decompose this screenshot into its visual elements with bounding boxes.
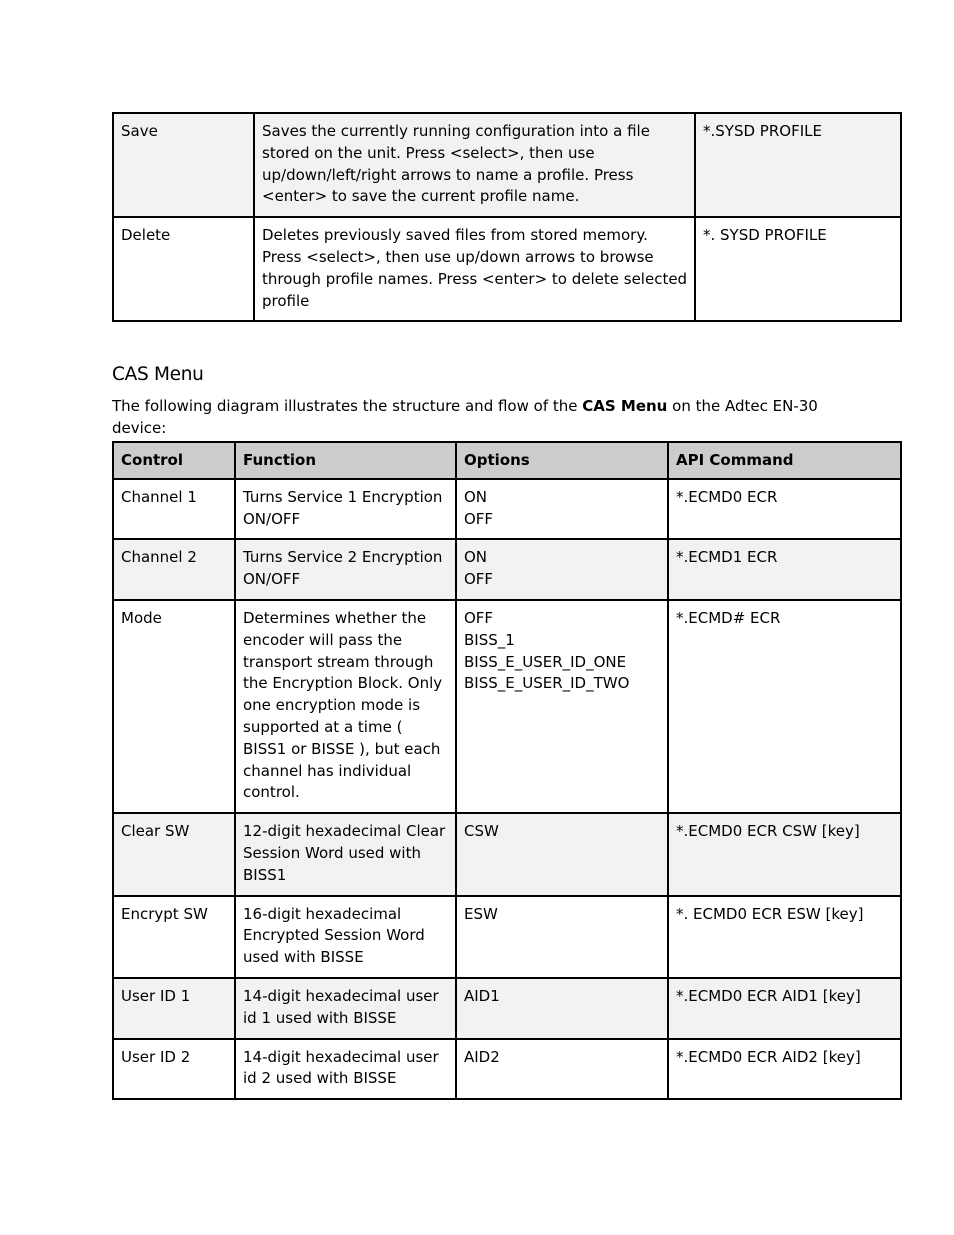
function-cell: 16-digit hexadecimal Encrypted Session Word used with BISSE	[235, 896, 456, 978]
header-function: Function	[235, 442, 456, 479]
function-cell: 14-digit hexadecimal user id 2 used with BISSE	[235, 1039, 456, 1100]
table-row	[113, 539, 901, 600]
table-row	[113, 978, 901, 1039]
control-cell: Clear SW	[113, 813, 235, 895]
intro-bold-text: CAS Menu	[582, 397, 668, 415]
option-item: ON	[464, 548, 488, 567]
function-cell: 14-digit hexadecimal user id 1 used with BISSE	[235, 978, 456, 1039]
control-cell: Channel 1	[113, 479, 235, 540]
option-item: OFF	[464, 608, 494, 627]
api-cell: *.ECMD0 ECR AID1 [key]	[668, 978, 901, 1039]
profile-table	[112, 112, 902, 322]
api-cell: *.SYSD PROFILE	[695, 113, 901, 217]
options-cell	[456, 1039, 668, 1100]
section-heading: CAS Menu	[112, 364, 204, 385]
table-row	[113, 1039, 901, 1100]
option-item: AID1	[464, 986, 500, 1005]
cas-menu-table	[112, 441, 902, 1100]
option-item: CSW	[464, 822, 499, 841]
option-item: BISS_E_USER_ID_TWO	[464, 674, 630, 693]
option-item: BISS_E_USER_ID_ONE	[464, 652, 627, 671]
api-cell: *.ECMD1 ECR	[668, 539, 901, 600]
control-cell: Delete	[113, 217, 254, 321]
option-item: BISS_1	[464, 630, 515, 649]
control-cell: User ID 1	[113, 978, 235, 1039]
table-row	[113, 217, 901, 321]
table-row	[113, 479, 901, 540]
header-control: Control	[113, 442, 235, 479]
option-item: ON	[464, 487, 488, 506]
control-cell: User ID 2	[113, 1039, 235, 1100]
intro-text-end: on the Adtec EN-30 device:	[112, 397, 818, 437]
options-cell	[456, 813, 668, 895]
options-cell	[456, 600, 668, 813]
options-cell	[456, 479, 668, 540]
function-cell: Turns Service 2 Encryption ON/OFF	[235, 539, 456, 600]
control-cell: Encrypt SW	[113, 896, 235, 978]
function-cell: Turns Service 1 Encryption ON/OFF	[235, 479, 456, 540]
api-cell: *.ECMD0 ECR AID2 [key]	[668, 1039, 901, 1100]
function-cell: Deletes previously saved files from stored memory. Press <select>, then use up/down arrows to browse through profile names. Press <enter> to delete selected profile	[254, 217, 695, 321]
header-options: Options	[456, 442, 668, 479]
api-cell: *.ECMD0 ECR CSW [key]	[668, 813, 901, 895]
table-row	[113, 813, 901, 895]
api-cell: *.ECMD# ECR	[668, 600, 901, 813]
options-cell	[456, 978, 668, 1039]
header-api-command: API Command	[668, 442, 901, 479]
table-header-row	[113, 442, 901, 479]
control-cell: Mode	[113, 600, 235, 813]
options-cell	[456, 896, 668, 978]
control-cell: Save	[113, 113, 254, 217]
intro-text: The following diagram illustrates the structure and flow of the	[112, 397, 583, 415]
table-row	[113, 113, 901, 217]
table-row	[113, 896, 901, 978]
table-row	[113, 600, 901, 813]
api-cell: *.ECMD0 ECR	[668, 479, 901, 540]
options-cell	[456, 539, 668, 600]
api-cell: *. SYSD PROFILE	[695, 217, 901, 321]
api-cell: *. ECMD0 ECR ESW [key]	[668, 896, 901, 978]
option-item: OFF	[464, 509, 494, 528]
control-cell: Channel 2	[113, 539, 235, 600]
section-intro	[112, 395, 852, 439]
function-cell: 12-digit hexadecimal Clear Session Word used with BISS1	[235, 813, 456, 895]
option-item: AID2	[464, 1047, 500, 1066]
function-cell: Determines whether the encoder will pass the transport stream through the Encryption Block. Only one encryption mode is supported at a time ( BISS1 or BISSE ), but each channel has individual control.	[235, 600, 456, 813]
option-item: ESW	[464, 904, 498, 923]
function-cell: Saves the currently running configuration into a file stored on the unit. Press <select>, then use up/down/left/right arrows to name a profile. Press <enter> to save the current profile name.	[254, 113, 695, 217]
option-item: OFF	[464, 570, 494, 589]
